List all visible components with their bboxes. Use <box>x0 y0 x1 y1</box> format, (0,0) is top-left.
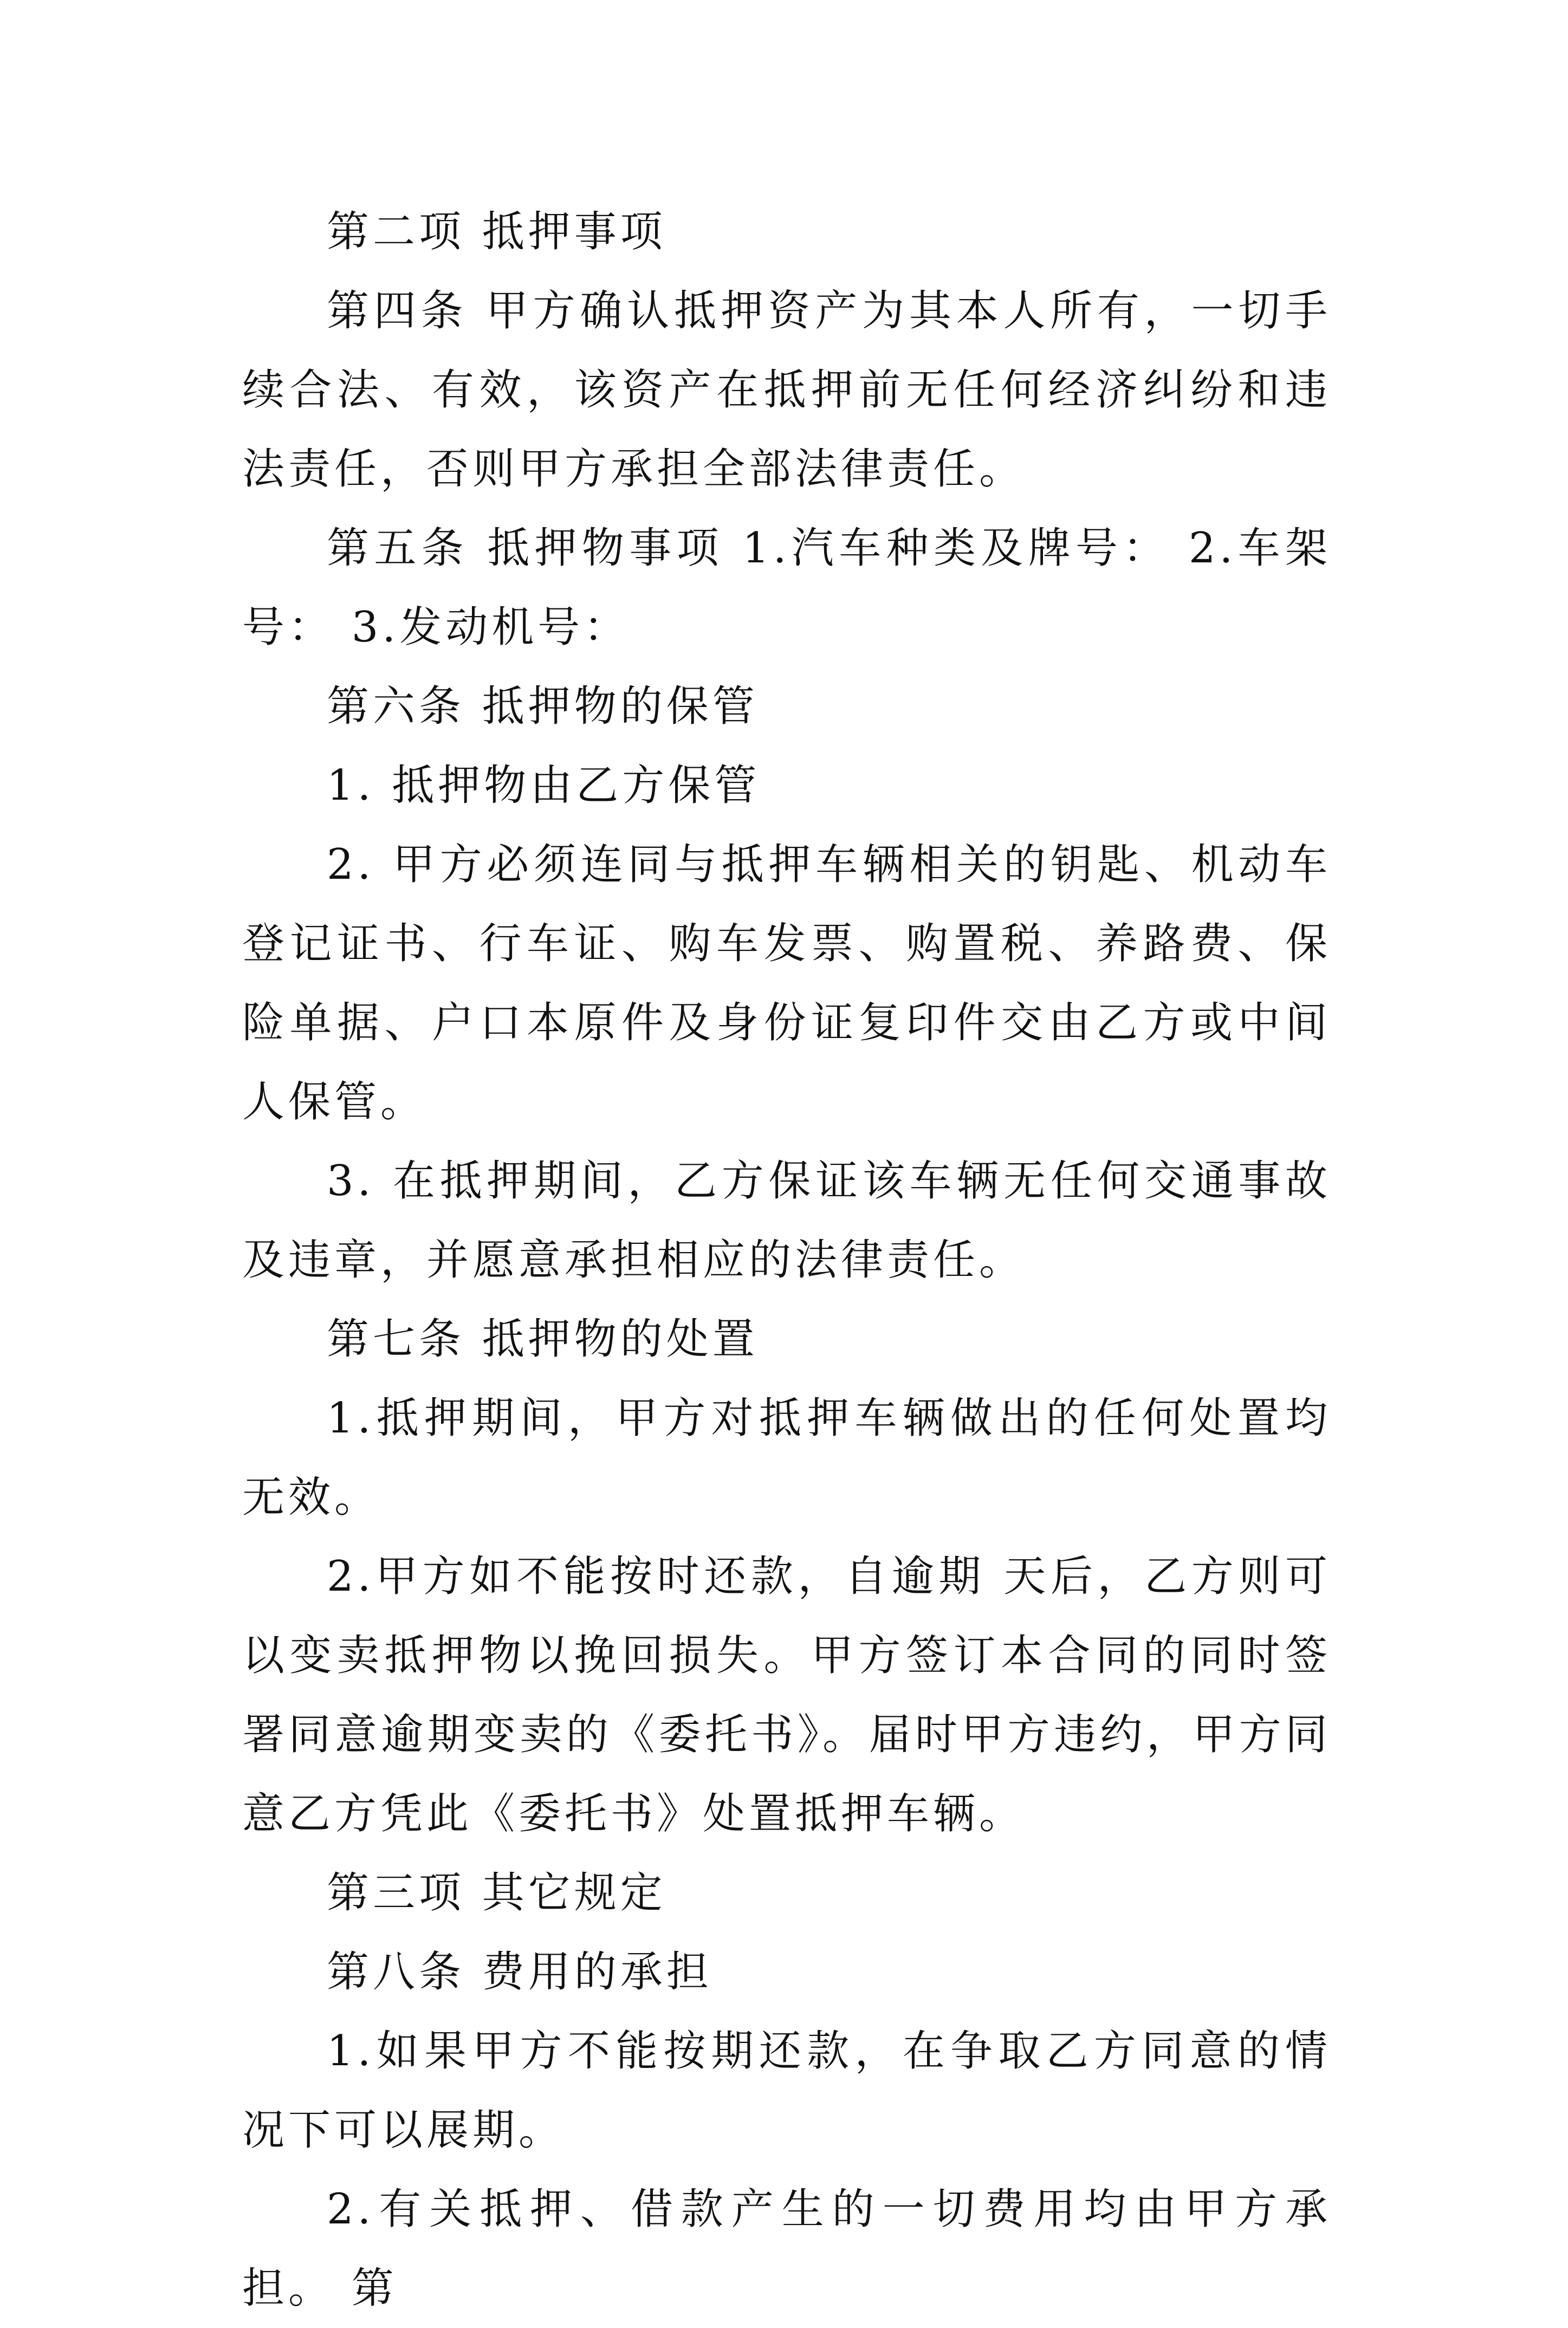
article-7-heading: 第七条 抵押物的处置 <box>327 1315 759 1364</box>
article-6-heading: 第六条 抵押物的保管 <box>327 682 759 731</box>
article-6-item-3: 3. 在抵押期间，乙方保证该车辆无任何交通事故及违章，并愿意承担相应的法律责任。 <box>242 1157 1331 1285</box>
article-5-paragraph: 第五条 抵押物事项 1.汽车种类及牌号： 2.车架号： 3.发动机号： <box>242 524 1331 652</box>
article-8-heading: 第八条 费用的承担 <box>327 1948 712 1996</box>
article-8-item-1: 1.如果甲方不能按期还款，在争取乙方同意的情况下可以展期。 <box>242 2027 1331 2155</box>
section-heading-other-provisions: 第三项 其它规定 <box>327 1869 666 1917</box>
article-4-paragraph: 第四条 甲方确认抵押资产为其本人所有，一切手续合法、有效，该资产在抵押前无任何经济纠纷和违法责任，否则甲方承担全部法律责任。 <box>242 287 1331 494</box>
article-7-item-1: 1.抵押期间，甲方对抵押车辆做出的任何处置均无效。 <box>242 1394 1331 1522</box>
article-6-item-1: 1. 抵押物由乙方保管 <box>327 761 761 810</box>
article-6-item-2: 2. 甲方必须连同与抵押车辆相关的钥匙、机动车登记证书、行车证、购车发票、购置税、养路费、保险单据、户口本原件及身份证复印件交由乙方或中间人保管。 <box>242 840 1331 1126</box>
article-7-item-2: 2.甲方如不能按时还款，自逾期 天后，乙方则可以变卖抵押物以挽回损失。甲方签订本合同的同时签署同意逾期变卖的《委托书》。届时甲方违约，甲方同意乙方凭此《委托书》处置抵押车辆。 <box>242 1552 1331 1838</box>
section-heading-mortgage-matters: 第二项 抵押事项 <box>327 207 666 256</box>
article-8-item-2: 2.有关抵押、借款产生的一切费用均由甲方承担。 第 <box>242 2185 1331 2313</box>
document-body <box>242 192 1331 2328</box>
